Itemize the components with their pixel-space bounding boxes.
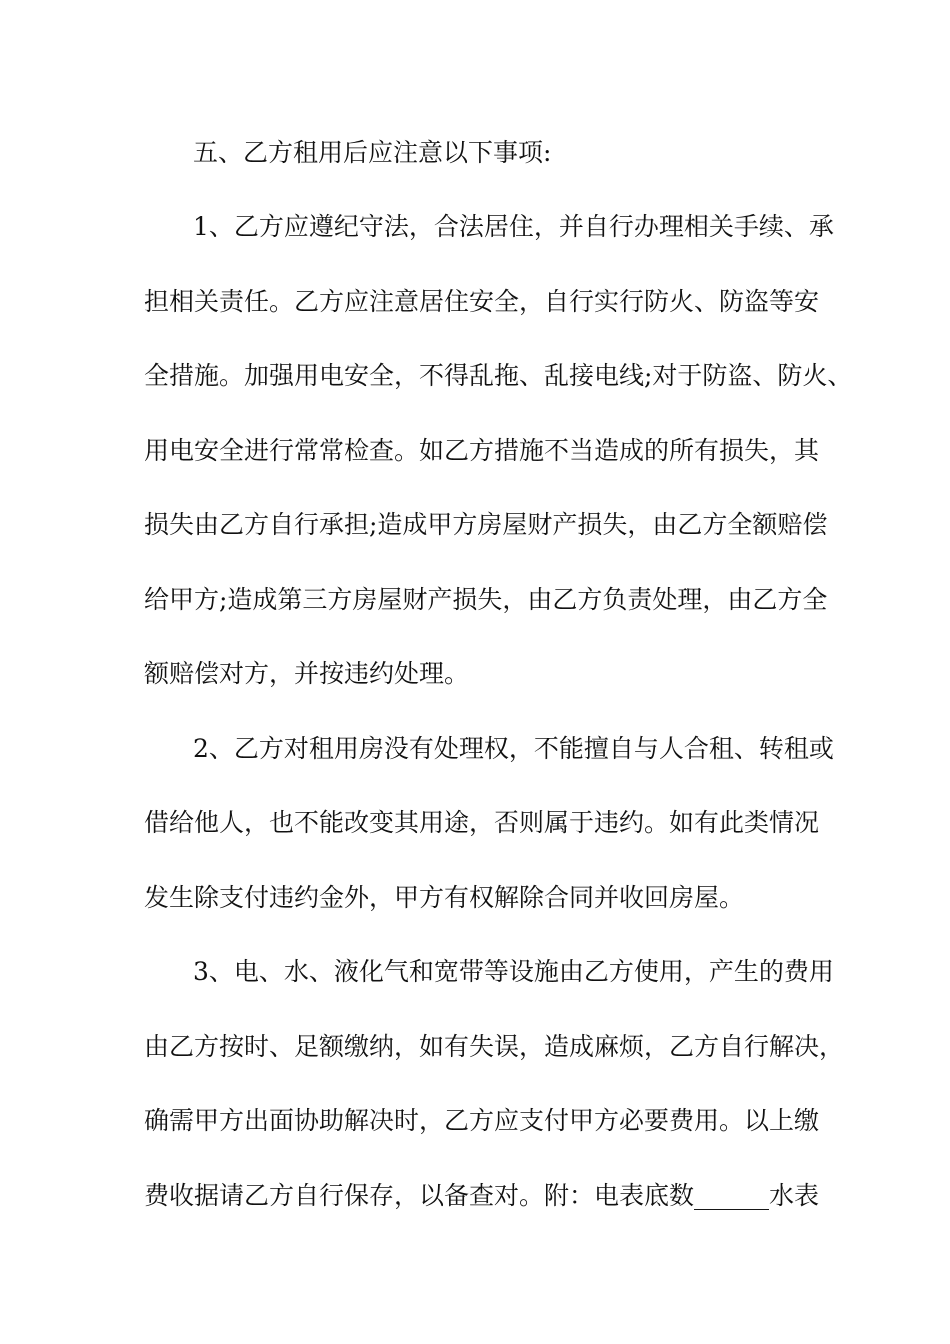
paragraph-line: 发生除支付违约金外，甲方有权解除合同并收回房屋。 [144, 883, 745, 912]
paragraph-line: 给甲方;造成第三方房屋财产损失，由乙方负责处理，由乙方全 [144, 585, 828, 614]
paragraph-line: 损失由乙方自行承担;造成甲方房屋财产损失，由乙方全额赔偿 [144, 510, 828, 539]
paragraph-line: 借给他人，也不能改变其用途，否则属于违约。如有此类情况 [144, 808, 820, 837]
paragraph-line: 用电安全进行常常检查。如乙方措施不当造成的所有损失，其 [144, 436, 820, 465]
paragraph-line: 1、乙方应遵纪守法，合法居住，并自行办理相关手续、承 [193, 212, 834, 241]
section-heading: 五、乙方租用后应注意以下事项: [193, 138, 552, 167]
paragraph-line: 额赔偿对方，并按违约处理。 [144, 659, 470, 688]
paragraph-line: 担相关责任。乙方应注意居住安全，自行实行防火、防盗等安 [144, 287, 820, 316]
paragraph-line: 费收据请乙方自行保存，以备查对。附：电表底数______水表 [144, 1181, 820, 1210]
paragraph-line: 由乙方按时、足额缴纳，如有失误，造成麻烦，乙方自行解决， [144, 1032, 845, 1061]
paragraph-line: 确需甲方出面协助解决时，乙方应支付甲方必要费用。以上缴 [144, 1106, 820, 1135]
paragraph-line: 全措施。加强用电安全，不得乱拖、乱接电线;对于防盗、防火、 [144, 361, 853, 390]
paragraph-line: 2、乙方对租用房没有处理权，不能擅自与人合租、转租或 [193, 734, 834, 763]
paragraph-line: 3、电、水、液化气和宽带等设施由乙方使用，产生的费用 [193, 957, 834, 986]
